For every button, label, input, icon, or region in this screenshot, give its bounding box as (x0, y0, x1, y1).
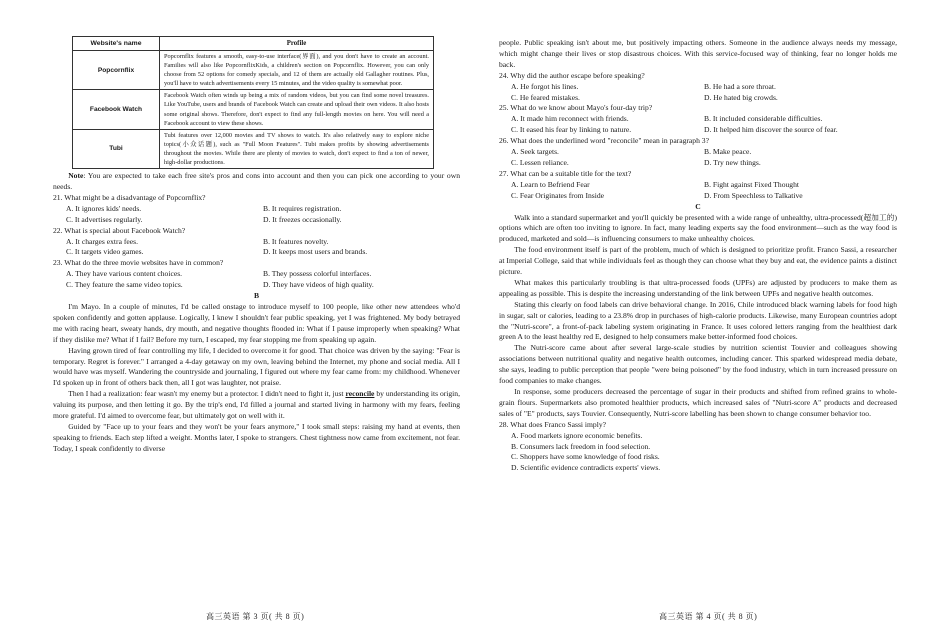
table-header-row (73, 37, 434, 51)
passage-paragraph: In response, some producers decreased the percentage of sugar in their products and shifted from refined grains to whole-grain flours. Supermarkets also promoted healthier products, which increased sales of "Nutri-score A" products and decreased sales of "E" products, says Touvier. Consequently, Nutri-score labelling has been shown to change consumer behavior too. (499, 387, 897, 418)
options (511, 431, 897, 475)
option-d: D. Scientific evidence contradicts experts' views. (511, 463, 661, 473)
passage-paragraph: The food environment itself is part of the problem, much of which is designed to prioritize profit. Franco Sassi, a researcher at Imperial College, said that while individuals feel as though they can choose what they buy and eat, the evidence paints a distinct picture. (499, 245, 897, 277)
option-d: D. It helped him discover the source of fear. (704, 125, 838, 135)
passage-paragraph: Having grown tired of fear controlling my life, I decided to overcome it for good. That choice was driven by the saying: "Fear is temporary. Regret is forever." I arranged a 4-day getaway on my own, leaving behind the Internet, my phone and social media. All I would have was myself. Wandering the countryside and journaling, I figured out where my fear came from: my childhood. Whenever I'd spoken up in front of others back then, all I got was laughter, not praise. (53, 345, 460, 388)
question-21 (53, 193, 460, 226)
note-label: Note (68, 171, 84, 181)
website-profile: Tubi features over 12,000 movies and TV shows to watch. It's also relatively easy to explore niche topics(小众话题), such as "Full Moon Features". Tubi makes profits by showing advertisements throughout the movies. While there are plenty of movies to watch, don't expect to find a ton of newer, high-dollar productions. (160, 129, 434, 168)
options (511, 82, 897, 104)
option-b: B. Make peace. (704, 147, 752, 157)
option-c: C. He feared mistakes. (511, 92, 580, 102)
question-stem: 23. What do the three movie websites have in common? (53, 258, 224, 268)
option-d: D. From Speechless to Talkative (704, 190, 803, 200)
section-heading-b: B (253, 291, 260, 301)
question-27 (499, 169, 897, 202)
passage-paragraph (53, 389, 460, 422)
option-a: A. He forgot his lines. (511, 81, 579, 91)
option-b: B. Fight against Fixed Thought (704, 179, 799, 189)
options (66, 204, 460, 226)
website-name: Tubi (73, 129, 160, 168)
question-stem: 28. What does Franco Sassi imply? (499, 419, 607, 429)
question-stem: 25. What do we know about Mayo's four-day trip? (499, 103, 653, 113)
passage-paragraph: What makes this particularly troubling is that ultra-processed foods (UPFs) are adjusted by producers to make them as appealing as possible. This is despite the increasing understanding of the link between UPFs and negative health outcomes. (499, 277, 897, 298)
passage-paragraph: Stating this clearly on food labels can drive behavioral change. In 2016, Chile introduced black warning labels for food high in sugar, salt or calories, leading to a 23.8% drop in purchases of high-calorie products. Likewise, many European countries adopt the "Nutri-score", a front-of-pack labeling system originating in France. It uses colored letters ranging from the healthiest dark green A to the least healthy red E, designed to help consumers make better-informed food choices. (499, 299, 897, 342)
table-header-name: Website's name (73, 37, 160, 51)
question-stem: 27. What can be a suitable title for the text? (499, 168, 632, 178)
question-28 (499, 420, 897, 475)
website-name: Popcornflix (73, 51, 160, 90)
question-24 (499, 71, 897, 104)
option-a: A. Learn to Befriend Fear (511, 179, 590, 189)
question-22 (53, 226, 460, 259)
option-b: B. It included considerable difficulties. (704, 114, 823, 124)
section-heading-c: C (695, 201, 701, 211)
page-footer-right: 高三英语 第 4 页( 共 8 页) (659, 612, 758, 621)
option-b: B. It requires registration. (263, 203, 342, 213)
option-a: A. Food markets ignore economic benefits. (511, 430, 643, 440)
option-d: D. He hated big crowds. (704, 92, 778, 102)
options (66, 237, 460, 259)
options (66, 269, 460, 291)
table-row (73, 129, 434, 168)
question-stem: 21. What might be a disadvantage of Popcornflix? (53, 192, 206, 202)
options (511, 147, 897, 169)
question-23 (53, 258, 460, 291)
table-row (73, 90, 434, 129)
underlined-word: reconcile (345, 389, 375, 399)
page-footer-left: 高三英语 第 3 页( 共 8 页) (206, 612, 305, 621)
option-c: C. It advertises regularly. (66, 214, 143, 224)
website-profile-table (72, 36, 434, 169)
option-c: C. It eased his fear by linking to nature. (511, 125, 632, 135)
option-a: A. Seek targets. (511, 147, 559, 157)
right-column (499, 38, 897, 474)
option-c: C. Fear Originates from Inside (511, 190, 605, 200)
option-c: C. Shoppers have some knowledge of food risks. (511, 452, 660, 462)
option-d: D. It freezes occasionally. (263, 214, 342, 224)
passage-paragraph: Walk into a standard supermarket and you'll quickly be presented with a wide range of unhealthy, ultra-processed(超加工的) options which are often too inviting to ignore. In fact, many leading experts say the food environment—such as the way food is produced, marketed and sold—is influencing consumers to make unhealthy choices. (499, 212, 897, 244)
option-c: C. It targets video games. (66, 247, 144, 257)
option-d: D. It keeps most users and brands. (263, 247, 368, 257)
passage-paragraph: people. Public speaking isn't about me, but positively impacting others. Someone in the audience always needs my message, which might change their lives or stop disastrous choices. With this service-focused way of thinking, fear no longer holds me back. (499, 38, 897, 69)
options (511, 114, 897, 136)
question-stem: 24. Why did the author escape before speaking? (499, 70, 645, 80)
website-profile: Facebook Watch often winds up being a mix of random videos, but you can find some novel treasures. Like YouTube, users and brands of Facebook Watch can create and upload their own videos. It also hosts some original shows. Therefore, don't expect to find any full-length movies on here. You will need a Facebook account to view these shows. (160, 90, 434, 129)
option-d: D. They have videos of high quality. (263, 280, 374, 290)
passage-paragraph: I'm Mayo. In a couple of minutes, I'd be called onstage to introduce myself to 100 people, like other new attendees who'd spoken confidently and gotten applause. Logically, I knew I shouldn't fear public speaking, yet I was frightened. My body betrayed me with racing heart, sweaty hands, dry mouth, and negative thoughts flooded in: What if I pause improperly when speaking? What if they dislike me? What if I fail? Before my turn, I escaped, my fear stopping me from speaking up again. (53, 302, 460, 344)
option-c: C. Lessen reliance. (511, 157, 569, 167)
note-paragraph (53, 171, 460, 193)
note-text: : You are expected to take each free site's pros and cons into account and then you can pick one according to your own needs. (53, 171, 460, 192)
options (511, 180, 897, 202)
option-a: A. It ignores kids' needs. (66, 203, 142, 213)
paragraph-text: by understanding its origin, valuing its purpose, and then letting it go. By the trip's end, I'd filled a journal and started living in harmony with my fears, feeling more grateful. I'd aimed to overcome fear, but ultimately got on well with it. (53, 389, 460, 421)
option-a: A. They have various content choices. (66, 269, 183, 279)
option-b: B. He had a sore throat. (704, 81, 776, 91)
passage-paragraph: The Nutri-score came about after several large-scale studies by nutrition scientist Touvier and colleagues showing associations between nutritional quality and negative health outcomes, including cancer. This sparked widespread media debate, she says, leading to public perception that people "were being poisoned" by the food industry, which in turn increased pressure on food companies to make changes. (499, 343, 897, 386)
option-d: D. Try new things. (704, 157, 761, 167)
table-header-profile: Profile (160, 37, 434, 51)
option-b: B. It features novelty. (263, 236, 329, 246)
option-a: A. It charges extra fees. (66, 236, 138, 246)
question-stem: 26. What does the underlined word "reconcile" mean in paragraph 3? (499, 136, 709, 146)
option-a: A. It made him reconnect with friends. (511, 114, 629, 124)
question-25 (499, 103, 897, 136)
passage-paragraph: Guided by "Face up to your fears and they won't be your fears anymore," I took small steps: raising my hand at events, then speaking to friends. Each step lifted a weight. Months later, I spoke to strangers. Chest tightness now came from excitement, not fear. Today, I speak confidently to diverse (53, 421, 460, 453)
left-column (53, 36, 460, 455)
question-26 (499, 136, 897, 169)
question-stem: 22. What is special about Facebook Watch? (53, 225, 186, 235)
paragraph-text: Then I had a realization: fear wasn't my enemy but a protector. I didn't need to fight it, just (68, 389, 346, 399)
website-name: Facebook Watch (73, 90, 160, 129)
option-b: B. Consumers lack freedom in food selection. (511, 441, 651, 451)
website-profile: Popcornflix features a smooth, easy-to-use interface(界面), and you don't have to create an account. Families will also like PopcornflixKids, a children's section on Popcornflix. However, you can only choose from 52 options for comedy specials, and 12 of them are actually old Gallagher routines. Plus, you'll have to watch advertisements every 15 minutes, and the video quality is somewhat poor. (160, 51, 434, 90)
table-row (73, 51, 434, 90)
option-c: C. They feature the same video topics. (66, 280, 183, 290)
option-b: B. They possess colorful interfaces. (263, 269, 372, 279)
